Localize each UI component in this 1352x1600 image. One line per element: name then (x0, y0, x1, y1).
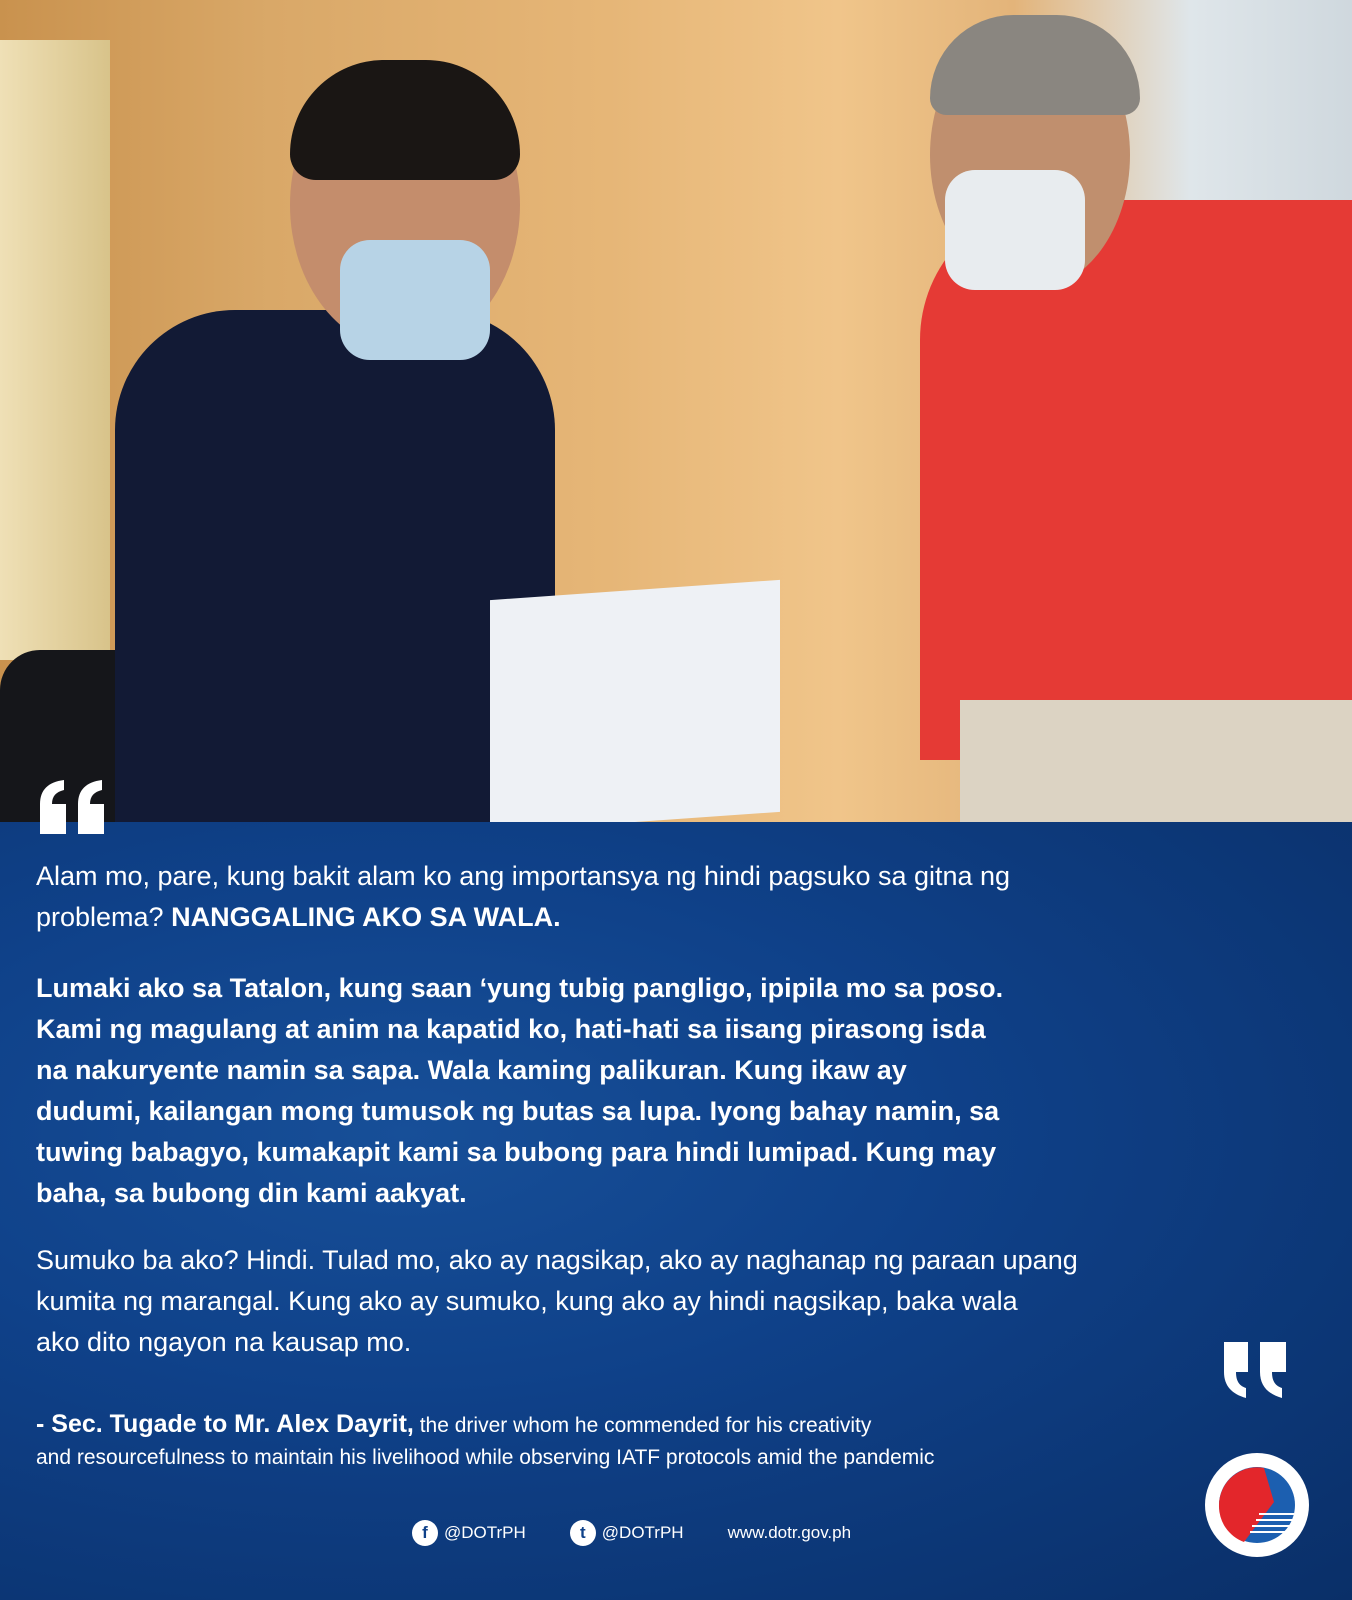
document (490, 580, 780, 822)
quote-line: Alam mo, pare, kung bakit alam ko ang importansya ng hindi pagsuko sa gitna ng (36, 861, 1011, 891)
attribution-name: - Sec. Tugade to Mr. Alex Dayrit, (36, 1410, 414, 1438)
quote-paragraph-3 (36, 1240, 1078, 1363)
mask-right (945, 170, 1085, 290)
facebook-link[interactable] (412, 1520, 526, 1546)
website-url: www.dotr.gov.ph (727, 1523, 852, 1542)
close-quote-icon (1220, 1342, 1290, 1398)
footer (412, 1520, 895, 1546)
quote-line: baha, sa bubong din kami aakyat. (36, 1178, 467, 1208)
quote-line: ako dito ngayon na kausap mo. (36, 1327, 412, 1357)
person-left-hair (290, 60, 520, 180)
twitter-icon: t (570, 1520, 596, 1546)
quote-paragraph-2 (36, 968, 1003, 1214)
quote-line (36, 897, 1010, 938)
flag (0, 40, 110, 660)
attribution (36, 1408, 934, 1474)
quote-line: Kami ng magulang at anim na kapatid ko, hati-hati sa iisang pirasong isda (36, 1014, 986, 1044)
quote-line: na nakuryente namin sa sapa. Wala kaming palikuran. Kung ikaw ay (36, 1055, 907, 1085)
quote-line: Lumaki ako sa Tatalon, kung saan ‘yung tubig pangligo, ipipila mo sa poso. (36, 973, 1004, 1003)
twitter-link[interactable] (570, 1520, 684, 1546)
mask-left (340, 240, 490, 360)
quote-line: kumita ng marangal. Kung ako ay sumuko, kung ako ay hindi nagsikap, baka wala (36, 1286, 1018, 1316)
dotr-logo (1204, 1452, 1310, 1558)
facebook-handle: @DOTrPH (444, 1523, 526, 1542)
quote-emphasis: NANGGALING AKO SA WALA. (171, 902, 561, 932)
person-right-pants (960, 700, 1352, 822)
quote-paragraph-1 (36, 856, 1010, 938)
person-left-body (115, 310, 555, 822)
facebook-icon: f (412, 1520, 438, 1546)
twitter-handle: @DOTrPH (601, 1523, 684, 1542)
attribution-text: the driver whom he commended for his creativity (413, 1414, 872, 1437)
open-quote-icon (38, 780, 108, 834)
quote-line: Sumuko ba ako? Hindi. Tulad mo, ako ay nagsikap, ako ay naghanap ng paraan upang (36, 1245, 1078, 1275)
website-link[interactable] (728, 1523, 851, 1543)
quote-line: dudumi, kailangan mong tumusok ng butas sa lupa. Iyong bahay namin, sa (36, 1096, 1000, 1126)
quote-line: tuwing babagyo, kumakapit kami sa bubong para hindi lumipad. Kung may (36, 1137, 997, 1167)
person-right-hair (930, 15, 1140, 115)
attribution-text: and resourcefulness to maintain his livelihood while observing IATF protocols amid the pandemic (36, 1446, 935, 1469)
quote-text: problema? (36, 902, 172, 932)
